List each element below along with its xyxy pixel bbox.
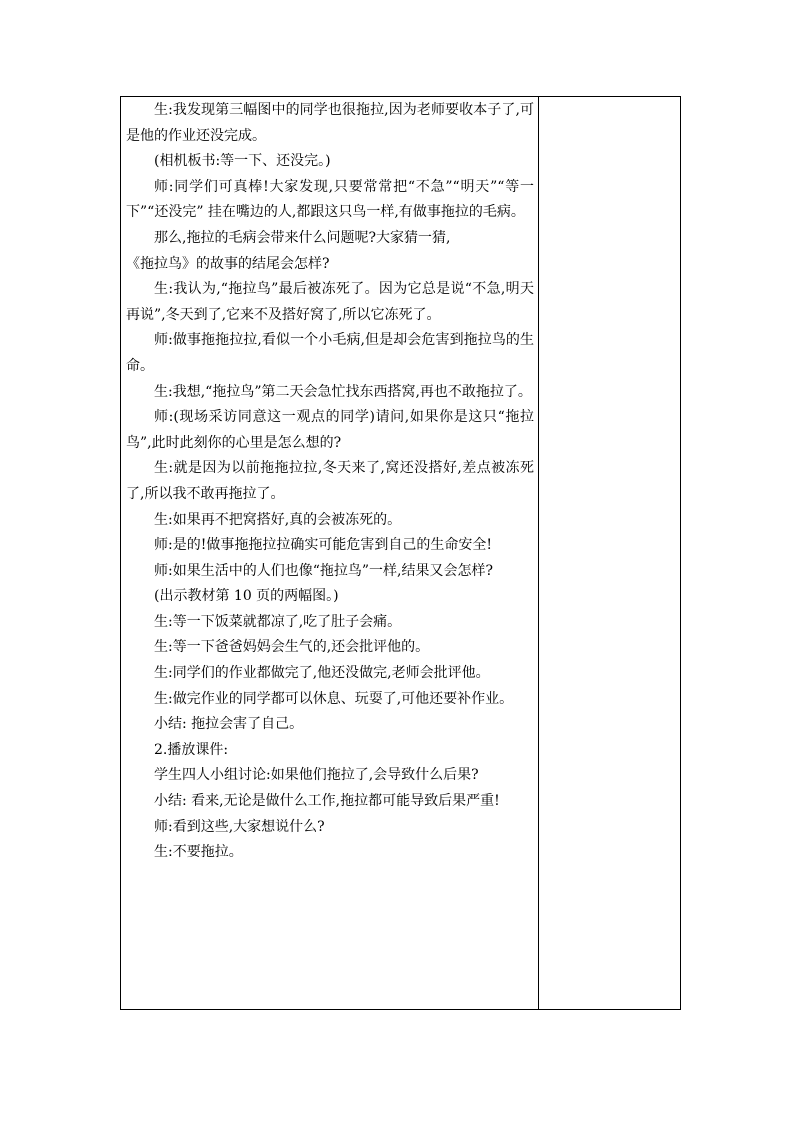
paragraph-1: 生:我发现第三幅图中的同学也很拖拉,因为老师要收本子了,可是他的作业还没完成。 xyxy=(126,102,534,144)
paragraph-17: 生:做完作业的同学都可以休息、玩耍了,可他还要补作业。 xyxy=(154,690,514,707)
paragraph-4: 那么,拖拉的毛病会带来什么问题呢?大家猜一猜, 《拖拉鸟》的故事的结尾会怎样? xyxy=(126,229,451,272)
paragraph-23: 生:不要拖拉。 xyxy=(154,844,243,861)
paragraph-5: 生:我认为,“拖拉鸟”最后被冻死了。因为它总是说“不急,明天再说”,冬天到了,它来不及搭好窝了,所以它冻死了。 xyxy=(126,281,534,323)
paragraph-14: 生:等一下饭菜就都凉了,吃了肚子会痛。 xyxy=(154,613,402,630)
paragraph-22: 师:看到这些,大家想说什么? xyxy=(154,818,325,835)
paragraph-11: 师:是的!做事拖拖拉拉确实可能危害到自己的生命安全! xyxy=(154,537,492,554)
paragraph-6: 师:做事拖拖拉拉,看似一个小毛病,但是却会危害到拖拉鸟的生命。 xyxy=(126,332,534,374)
paragraph-3: 师:同学们可真棒!大家发现,只要常常把“不急”“明天”“等一下”“还没完” 挂在嘴边的人,都跟这只鸟一样,有做事拖拉的毛病。 xyxy=(126,178,534,221)
paragraph-2: (相机板书:等一下、还没完。) xyxy=(154,153,331,170)
lesson-content-cell xyxy=(121,97,539,1009)
paragraph-10: 生:如果再不把窝搭好,真的会被冻死的。 xyxy=(154,511,402,528)
paragraph-16: 生:同学们的作业都做完了,他还没做完,老师会批评他。 xyxy=(154,665,490,682)
paragraph-7: 生:我想,“拖拉鸟”第二天会急忙找东西搭窝,再也不敢拖拉了。 xyxy=(154,383,532,400)
lesson-table xyxy=(120,96,681,1010)
paragraph-8: 师:(现场采访同意这一观点的同学)请问,如果你是这只“拖拉鸟”,此时此刻你的心里是怎么想的? xyxy=(126,409,534,451)
paragraph-19: 2.播放课件: xyxy=(154,741,229,758)
paragraph-20: 学生四人小组讨论:如果他们拖拉了,会导致什么后果? xyxy=(154,767,479,784)
paragraph-21: 小结: 看来,无论是做什么工作,拖拉都可能导致后果严重! xyxy=(154,793,500,810)
paragraph-12: 师:如果生活中的人们也像“拖拉鸟”一样,结果又会怎样? xyxy=(154,562,493,579)
notes-cell xyxy=(539,97,680,1009)
paragraph-9: 生:就是因为以前拖拖拉拉,冬天来了,窝还没搭好,差点被冻死了,所以我不敢再拖拉了。 xyxy=(126,460,534,502)
paragraph-15: 生:等一下爸爸妈妈会生气的,还会批评他的。 xyxy=(154,639,430,656)
paragraph-13: (出示教材第 10 页的两幅图。) xyxy=(154,588,339,605)
paragraph-18: 小结: 拖拉会害了自己。 xyxy=(154,716,304,733)
